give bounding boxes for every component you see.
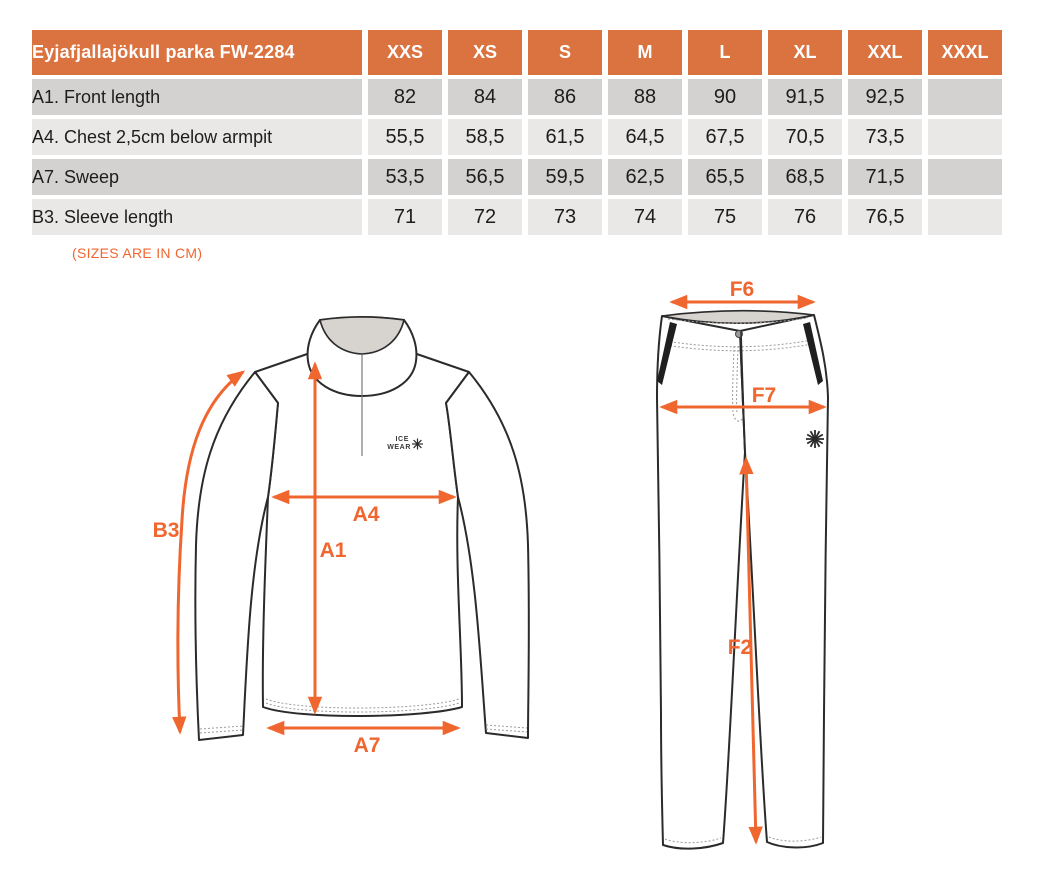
- size-value: 82: [368, 79, 442, 115]
- table-row: [32, 79, 1002, 115]
- size-value: 75: [688, 199, 762, 235]
- measurement-label: A1. Front length: [32, 79, 362, 115]
- logo-snowflake-icon: [412, 439, 423, 450]
- jacket-diagram: [153, 317, 529, 757]
- a4-label: A4: [352, 503, 380, 526]
- size-value: 74: [608, 199, 682, 235]
- size-column-header: S: [528, 30, 602, 75]
- size-value: 86: [528, 79, 602, 115]
- size-column-header: M: [608, 30, 682, 75]
- logo-text-line2: WEAR: [387, 444, 411, 451]
- size-value: 59,5: [528, 159, 602, 195]
- size-value: 88: [608, 79, 682, 115]
- size-column-header: XS: [448, 30, 522, 75]
- size-value: [928, 79, 1002, 115]
- f7-label: F7: [751, 384, 777, 407]
- size-value: 91,5: [768, 79, 842, 115]
- size-value: 76,5: [848, 199, 922, 235]
- size-value: 62,5: [608, 159, 682, 195]
- size-value: 72: [448, 199, 522, 235]
- size-value: [928, 159, 1002, 195]
- f2-label: F2: [727, 636, 753, 659]
- table-row: [32, 199, 1002, 235]
- size-value: 73,5: [848, 119, 922, 155]
- table-row: [32, 119, 1002, 155]
- size-value: [928, 199, 1002, 235]
- size-column-header: XXL: [848, 30, 922, 75]
- a7-label: A7: [353, 734, 381, 757]
- size-value: 92,5: [848, 79, 922, 115]
- size-value: [928, 119, 1002, 155]
- size-value: 56,5: [448, 159, 522, 195]
- size-value: 90: [688, 79, 762, 115]
- pants-left-leg: [657, 316, 745, 849]
- size-column-header: L: [688, 30, 762, 75]
- units-note: (SIZES ARE IN CM): [72, 245, 203, 261]
- size-value: 53,5: [368, 159, 442, 195]
- b3-label: B3: [152, 519, 180, 542]
- size-value: 73: [528, 199, 602, 235]
- measurement-label: A7. Sweep: [32, 159, 362, 195]
- size-value: 71: [368, 199, 442, 235]
- f6-label: F6: [729, 278, 755, 301]
- size-value: 76: [768, 199, 842, 235]
- size-column-header: XL: [768, 30, 842, 75]
- size-value: 64,5: [608, 119, 682, 155]
- size-value: 71,5: [848, 159, 922, 195]
- measurement-label: A4. Chest 2,5cm below armpit: [32, 119, 362, 155]
- size-table-header-row: [32, 30, 1002, 75]
- size-value: 67,5: [688, 119, 762, 155]
- size-value: 55,5: [368, 119, 442, 155]
- size-value: 84: [448, 79, 522, 115]
- product-title: Eyjafjallajökull parka FW-2284: [32, 30, 362, 75]
- logo-text-line1: ICE: [395, 436, 409, 443]
- table-row: [32, 159, 1002, 195]
- size-value: 65,5: [688, 159, 762, 195]
- size-column-header: XXS: [368, 30, 442, 75]
- size-value: 70,5: [768, 119, 842, 155]
- a1-label: A1: [319, 539, 347, 562]
- size-value: 68,5: [768, 159, 842, 195]
- size-value: 61,5: [528, 119, 602, 155]
- measurement-label: B3. Sleeve length: [32, 199, 362, 235]
- size-table-body: [32, 79, 1002, 235]
- size-table: [26, 26, 1008, 239]
- pants-diagram: [657, 278, 828, 849]
- size-value: 58,5: [448, 119, 522, 155]
- size-column-header: XXXL: [928, 30, 1002, 75]
